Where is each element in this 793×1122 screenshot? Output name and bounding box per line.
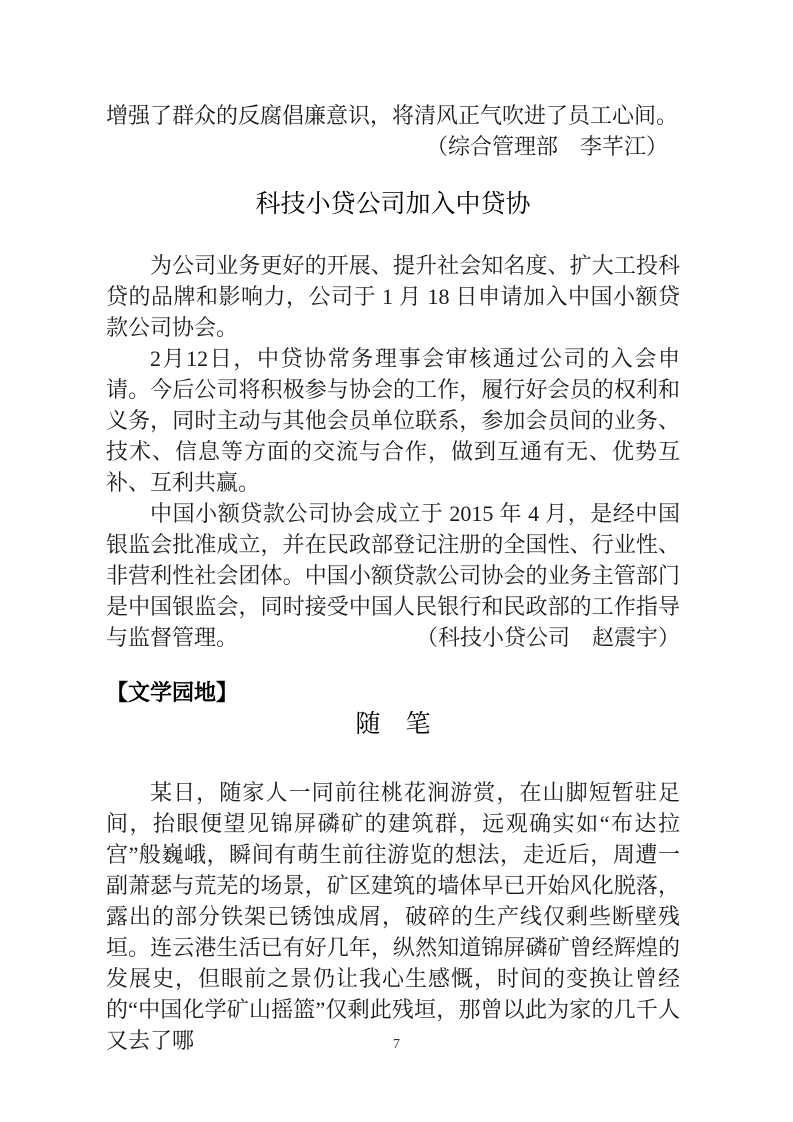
page-number: 7 xyxy=(393,1037,400,1052)
article1-attribution: （科技小贷公司 赵震宇） xyxy=(415,625,680,650)
article1-paragraph-1: 为公司业务更好的开展、提升社会知名度、扩大工投科贷的品牌和影响力，公司于 1 月 18 日申请加入中国小额贷款公司协会。 xyxy=(106,253,680,340)
intro-attribution: （综合管理部 李芊江） xyxy=(425,134,668,159)
section-label-literature-garden: 【文学园地】 xyxy=(106,680,239,705)
article1-paragraph-3-text: 中国小额贷款公司协会成立于 2015 年 4 月，是经中国银监会批准成立，并在民政部登记注册的全国性、行业性、非营利性社会团体。中国小额贷款公司协会的业务主管部门是中国银监会，同时接受中国人民银行和民政部的工作指导与监督管理。 xyxy=(106,501,680,650)
intro-continuation-line: 增强了群众的反腐倡廉意识，将清风正气吹进了员工心间。 xyxy=(106,103,679,128)
article2-paragraph-1: 某日，随家人一同前往桃花涧游赏，在山脚短暂驻足间，抬眼便望见锦屏磷矿的建筑群，远观确实如“布达拉宫”般巍峨，瞬间有萌生前往游览的想法，走近后，周遭一副萧瑟与荒芜的场景，矿区建筑的墙体早已开始风化脱落，露出的部分铁架已锈蚀成屑，破碎的生产线仅剩些断壁残垣。连云港生活已有好几年，纵然知道锦屏磷矿曾经辉煌的发展史，但眼前之景仍让我心生感慨，时间的变换让曾经的“中国化学矿山摇篮”仅剩此残垣，那曾以此为家的几千人又去了哪 xyxy=(106,780,680,1053)
article1-paragraph-3 xyxy=(106,498,680,653)
article1-title: 科技小贷公司加入中贷协 xyxy=(255,190,531,218)
article2-title: 随 笔 xyxy=(355,710,431,738)
article1-paragraph-2: 2月12日，中贷协常务理事会审核通过公司的入会申请。今后公司将积极参与协会的工作，履行好会员的权利和义务，同时主动与其他会员单位联系，参加会员间的业务、技术、信息等方面的交流与合作，做到互通有无、优势互补、互利共赢。 xyxy=(106,346,680,495)
